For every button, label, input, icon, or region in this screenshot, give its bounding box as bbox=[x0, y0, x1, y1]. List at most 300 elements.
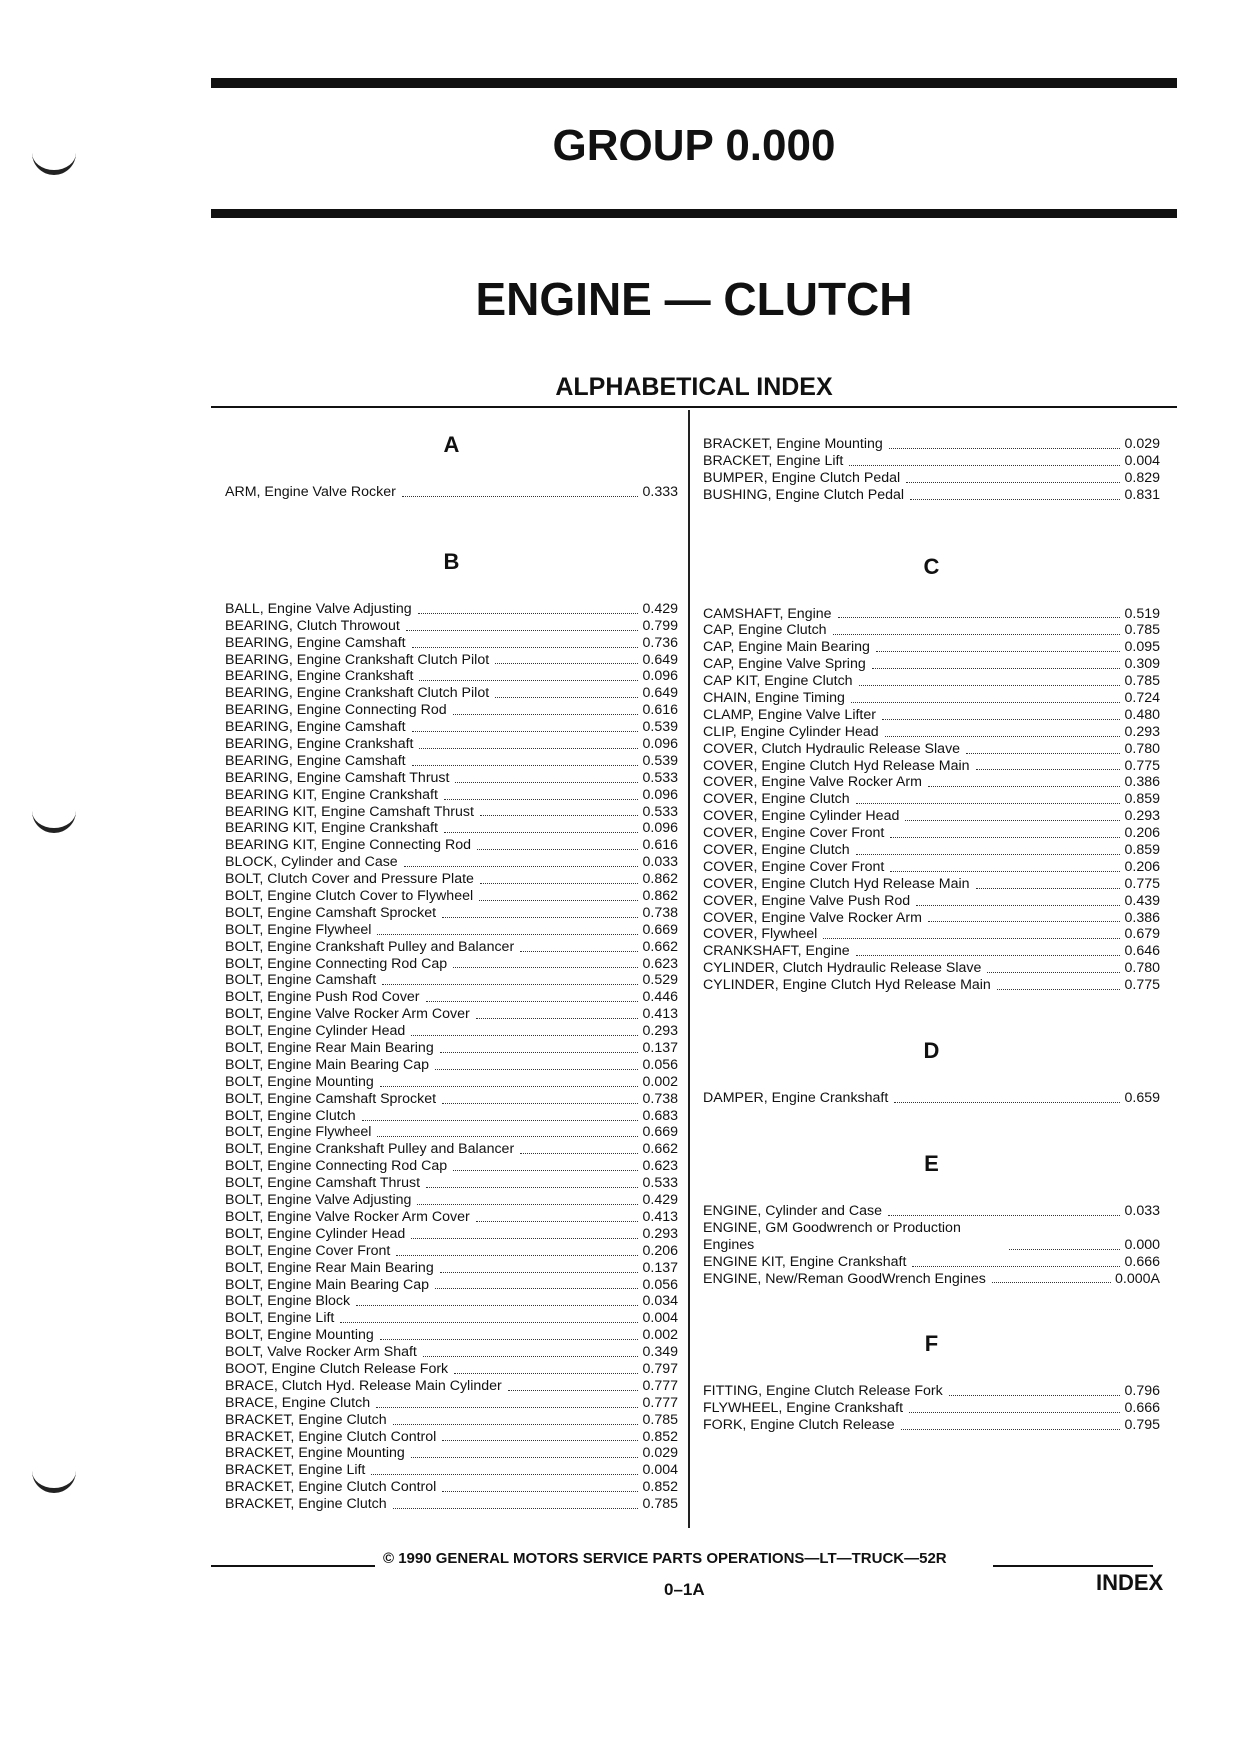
section-letter: A bbox=[443, 432, 460, 457]
index-entry bbox=[225, 1125, 678, 1142]
index-entry bbox=[225, 905, 678, 922]
index-entry bbox=[225, 484, 678, 501]
entry-ref-number: 0.679 bbox=[1124, 926, 1160, 943]
index-entry bbox=[703, 1090, 1160, 1107]
index-entry bbox=[703, 453, 1160, 470]
leader-dots bbox=[455, 782, 638, 783]
leader-dots bbox=[882, 719, 1121, 720]
entry-name: BRACKET, Engine Clutch Control bbox=[225, 1428, 437, 1445]
entry-ref-number: 0.095 bbox=[1124, 639, 1160, 656]
entry-name: ENGINE, New/Reman GoodWrench Engines bbox=[703, 1270, 986, 1287]
entry-name: BOLT, Valve Rocker Arm Shaft bbox=[225, 1344, 417, 1361]
leader-dots bbox=[1009, 1249, 1120, 1250]
index-entry bbox=[225, 1277, 678, 1294]
entry-ref-number: 0.724 bbox=[1124, 690, 1160, 706]
leader-dots bbox=[412, 765, 639, 766]
index-entry bbox=[703, 724, 1160, 741]
entry-name: BOLT, Engine Cylinder Head bbox=[225, 1023, 406, 1040]
top-rule bbox=[211, 78, 1177, 88]
footer-copyright: © 1990 GENERAL MOTORS SERVICE PARTS OPERATIONS—LT—TRUCK—52R bbox=[383, 1550, 947, 1567]
index-entry bbox=[225, 652, 678, 669]
index-entry bbox=[703, 622, 1160, 639]
leader-dots bbox=[435, 1288, 638, 1289]
leader-dots bbox=[476, 1018, 639, 1019]
index-entry bbox=[225, 1158, 678, 1175]
entry-name: BUSHING, Engine Clutch Pedal bbox=[703, 486, 905, 503]
entry-ref-number: 0.429 bbox=[642, 1192, 678, 1209]
leader-dots bbox=[377, 934, 638, 935]
index-entry bbox=[225, 837, 678, 854]
entry-ref-number: 0.349 bbox=[642, 1344, 678, 1361]
index-entry bbox=[225, 888, 678, 905]
index-section bbox=[225, 549, 678, 1513]
entry-ref-number: 0.662 bbox=[642, 938, 678, 955]
index-entry bbox=[225, 1057, 678, 1074]
leader-dots bbox=[987, 972, 1120, 973]
section-letter: C bbox=[923, 553, 940, 579]
entry-ref-number: 0.004 bbox=[642, 1462, 678, 1479]
leader-dots bbox=[912, 1266, 1120, 1267]
leader-dots bbox=[966, 753, 1120, 754]
entry-name: BOLT, Engine Connecting Rod Cap bbox=[225, 955, 448, 972]
index-entry bbox=[703, 1220, 1160, 1254]
index-entry bbox=[703, 690, 1160, 707]
leader-dots bbox=[901, 1429, 1121, 1430]
entry-name: BOLT, Engine Clutch bbox=[225, 1107, 356, 1124]
entry-name: FORK, Engine Clutch Release bbox=[703, 1417, 895, 1434]
entry-name: FLYWHEEL, Engine Crankshaft bbox=[703, 1400, 904, 1417]
leader-dots bbox=[906, 482, 1120, 483]
entry-name: BEARING, Engine Camshaft bbox=[225, 752, 406, 769]
index-entry bbox=[225, 1226, 678, 1243]
entry-name: COVER, Engine Cover Front bbox=[703, 858, 885, 875]
entry-ref-number: 0.533 bbox=[642, 769, 678, 786]
leader-dots bbox=[419, 680, 638, 681]
index-entry bbox=[225, 618, 678, 635]
leader-dots bbox=[872, 668, 1121, 669]
index-entry bbox=[703, 741, 1160, 758]
leader-dots bbox=[856, 803, 1121, 804]
leader-dots bbox=[393, 1508, 639, 1509]
entry-ref-number: 0.669 bbox=[642, 921, 678, 938]
entry-name: BOLT, Engine Valve Rocker Arm Cover bbox=[225, 1208, 470, 1225]
index-entry bbox=[703, 758, 1160, 775]
leader-dots bbox=[402, 496, 639, 497]
leader-dots bbox=[418, 613, 639, 614]
leader-dots bbox=[356, 1305, 638, 1306]
entry-name: COVER, Engine Clutch Hyd Release Main bbox=[703, 875, 970, 892]
section-letter: E bbox=[924, 1150, 939, 1176]
entry-ref-number: 0.004 bbox=[642, 1310, 678, 1327]
entry-name: BEARING KIT, Engine Camshaft Thrust bbox=[225, 803, 474, 820]
leader-dots bbox=[453, 1170, 638, 1171]
index-rule bbox=[211, 406, 1177, 408]
index-section bbox=[703, 554, 1160, 994]
entry-ref-number: 0.785 bbox=[642, 1496, 678, 1513]
leader-dots bbox=[435, 1069, 638, 1070]
leader-dots bbox=[928, 786, 1121, 787]
index-entry bbox=[225, 1260, 678, 1277]
index-entry bbox=[225, 1361, 678, 1378]
leader-dots bbox=[453, 714, 639, 715]
index-entry bbox=[225, 972, 678, 989]
index-entry bbox=[225, 1209, 678, 1226]
leader-dots bbox=[423, 1356, 639, 1357]
entry-ref-number: 0.775 bbox=[1124, 757, 1160, 774]
leader-dots bbox=[417, 1204, 638, 1205]
leader-dots bbox=[411, 1457, 639, 1458]
entry-ref-number: 0.796 bbox=[1124, 1383, 1160, 1400]
index-entry bbox=[703, 470, 1160, 487]
leader-dots bbox=[520, 951, 638, 952]
entry-name: BEARING, Engine Crankshaft bbox=[225, 668, 414, 685]
entry-name: COVER, Engine Valve Push Rod bbox=[703, 892, 911, 909]
leader-dots bbox=[520, 1153, 638, 1154]
entry-name: BOLT, Engine Mounting bbox=[225, 1073, 374, 1090]
entry-name: BOLT, Engine Crankshaft Pulley and Balancer bbox=[225, 1141, 515, 1158]
entry-ref-number: 0.029 bbox=[642, 1445, 678, 1462]
section-title: ENGINE — CLUTCH bbox=[475, 273, 913, 325]
index-entry bbox=[703, 1271, 1160, 1288]
entry-name: BRACKET, Engine Clutch bbox=[225, 1411, 387, 1428]
leader-dots bbox=[851, 702, 1121, 703]
entry-name: BOLT, Engine Cylinder Head bbox=[225, 1225, 406, 1242]
index-entry bbox=[703, 1254, 1160, 1271]
entry-ref-number: 0.777 bbox=[642, 1377, 678, 1394]
leader-dots bbox=[859, 685, 1121, 686]
index-entry bbox=[703, 926, 1160, 943]
index-entry bbox=[225, 1344, 678, 1361]
entry-name: BOLT, Engine Valve Rocker Arm Cover bbox=[225, 1006, 470, 1023]
index-entry bbox=[703, 842, 1160, 859]
entry-ref-number: 0.439 bbox=[1124, 892, 1160, 909]
index-entry bbox=[703, 859, 1160, 876]
index-section bbox=[703, 436, 1160, 504]
entry-ref-number: 0.386 bbox=[1124, 909, 1160, 926]
entry-name: DAMPER, Engine Crankshaft bbox=[703, 1090, 889, 1107]
leader-dots bbox=[440, 1052, 639, 1053]
leader-dots bbox=[495, 663, 638, 664]
index-entry bbox=[703, 707, 1160, 724]
entry-name: BRACE, Clutch Hyd. Release Main Cylinder bbox=[225, 1377, 502, 1394]
index-entry bbox=[225, 939, 678, 956]
leader-dots bbox=[442, 1491, 638, 1492]
entry-ref-number: 0.480 bbox=[1124, 706, 1160, 723]
left-index-column bbox=[225, 432, 678, 1513]
entry-name: BEARING, Engine Camshaft bbox=[225, 634, 406, 651]
group-rule bbox=[211, 209, 1177, 218]
index-entry bbox=[225, 1175, 678, 1192]
index-entry bbox=[225, 635, 678, 652]
binder-hole-mark bbox=[32, 806, 76, 833]
leader-dots bbox=[833, 634, 1121, 635]
entry-name: BEARING KIT, Engine Connecting Rod bbox=[225, 837, 472, 854]
entry-name: BOLT, Engine Crankshaft Pulley and Balancer bbox=[225, 938, 515, 955]
index-entry bbox=[225, 1429, 678, 1446]
leader-dots bbox=[876, 651, 1121, 652]
index-subtitle: ALPHABETICAL INDEX bbox=[555, 373, 833, 401]
entry-name: COVER, Engine Clutch bbox=[703, 791, 850, 808]
index-entry bbox=[703, 943, 1160, 960]
leader-dots bbox=[823, 938, 1120, 939]
entry-name: COVER, Engine Clutch bbox=[703, 842, 850, 859]
entry-name: BOLT, Engine Cover Front bbox=[225, 1242, 391, 1259]
index-entry bbox=[225, 753, 678, 770]
index-entry bbox=[703, 1400, 1160, 1417]
entry-ref-number: 0.033 bbox=[1124, 1202, 1160, 1219]
leader-dots bbox=[885, 736, 1121, 737]
entry-ref-number: 0.137 bbox=[642, 1259, 678, 1276]
index-entry bbox=[225, 1192, 678, 1209]
index-entry bbox=[225, 1496, 678, 1513]
index-entry bbox=[225, 1479, 678, 1496]
entry-name: BEARING, Engine Crankshaft bbox=[225, 736, 414, 752]
entry-ref-number: 0.309 bbox=[1124, 656, 1160, 673]
index-entry bbox=[703, 673, 1160, 690]
entry-name: CYLINDER, Engine Clutch Hyd Release Main bbox=[703, 977, 991, 994]
leader-dots bbox=[910, 499, 1120, 500]
entry-ref-number: 0.000A bbox=[1115, 1270, 1160, 1287]
index-section bbox=[703, 1331, 1160, 1434]
leader-dots bbox=[976, 769, 1121, 770]
index-section bbox=[225, 432, 678, 501]
entry-ref-number: 0.034 bbox=[642, 1293, 678, 1310]
entry-ref-number: 0.333 bbox=[642, 483, 678, 500]
entry-name: COVER, Flywheel bbox=[703, 926, 818, 943]
entry-name: BEARING, Engine Camshaft bbox=[225, 719, 406, 736]
index-entry bbox=[225, 1108, 678, 1125]
index-section bbox=[703, 1151, 1160, 1287]
entry-ref-number: 0.799 bbox=[642, 617, 678, 634]
leader-dots bbox=[856, 854, 1121, 855]
entry-name: COVER, Engine Valve Rocker Arm bbox=[703, 909, 922, 926]
index-section bbox=[703, 1038, 1160, 1107]
index-entry bbox=[225, 871, 678, 888]
entry-name: FITTING, Engine Clutch Release Fork bbox=[703, 1383, 943, 1400]
entry-ref-number: 0.669 bbox=[642, 1124, 678, 1141]
section-letter: B bbox=[443, 548, 460, 574]
leader-dots bbox=[949, 1395, 1121, 1396]
leader-dots bbox=[890, 871, 1120, 872]
entry-ref-number: 0.666 bbox=[1124, 1253, 1160, 1270]
entry-ref-number: 0.293 bbox=[642, 1225, 678, 1242]
index-entry bbox=[225, 1006, 678, 1023]
entry-ref-number: 0.033 bbox=[642, 854, 678, 871]
entry-ref-number: 0.662 bbox=[642, 1141, 678, 1158]
entry-ref-number: 0.446 bbox=[642, 989, 678, 1006]
entry-name: CRANKSHAFT, Engine bbox=[703, 943, 850, 960]
entry-name: BOLT, Engine Flywheel bbox=[225, 1124, 372, 1141]
index-entry bbox=[225, 820, 678, 837]
entry-ref-number: 0.859 bbox=[1124, 842, 1160, 859]
leader-dots bbox=[444, 832, 639, 833]
leader-dots bbox=[440, 1272, 639, 1273]
entry-ref-number: 0.649 bbox=[642, 685, 678, 702]
leader-dots bbox=[412, 647, 639, 648]
section-letter: F bbox=[924, 1331, 939, 1357]
entry-name: BEARING, Clutch Throwout bbox=[225, 617, 400, 634]
leader-dots bbox=[928, 921, 1121, 922]
entry-ref-number: 0.862 bbox=[642, 888, 678, 905]
entry-name: BEARING, Engine Crankshaft Clutch Pilot bbox=[225, 651, 490, 668]
leader-dots bbox=[454, 1373, 638, 1374]
entry-name: BOLT, Engine Main Bearing Cap bbox=[225, 1056, 429, 1073]
entry-name: BOLT, Engine Rear Main Bearing bbox=[225, 1040, 434, 1057]
index-entry bbox=[225, 736, 678, 753]
index-entry bbox=[225, 1023, 678, 1040]
leader-dots bbox=[476, 1221, 639, 1222]
entry-name: BOLT, Engine Main Bearing Cap bbox=[225, 1276, 429, 1293]
index-entry bbox=[225, 1412, 678, 1429]
entry-ref-number: 0.666 bbox=[1124, 1400, 1160, 1417]
index-entry bbox=[703, 774, 1160, 791]
leader-dots bbox=[905, 820, 1120, 821]
entry-ref-number: 0.002 bbox=[642, 1073, 678, 1090]
index-entry bbox=[703, 910, 1160, 927]
index-entry bbox=[703, 960, 1160, 977]
leader-dots bbox=[838, 617, 1121, 618]
entry-name: CAP, Engine Clutch bbox=[703, 622, 827, 639]
leader-dots bbox=[976, 888, 1121, 889]
entry-ref-number: 0.539 bbox=[642, 752, 678, 769]
index-entry bbox=[225, 1327, 678, 1344]
entry-ref-number: 0.533 bbox=[642, 803, 678, 820]
entry-ref-number: 0.852 bbox=[642, 1479, 678, 1496]
entry-ref-number: 0.623 bbox=[642, 1158, 678, 1175]
index-entry bbox=[225, 989, 678, 1006]
entry-name: BEARING, Engine Crankshaft Clutch Pilot bbox=[225, 685, 490, 702]
entry-name: BOLT, Engine Camshaft Thrust bbox=[225, 1175, 421, 1192]
entry-name: COVER, Engine Valve Rocker Arm bbox=[703, 774, 922, 791]
entry-ref-number: 0.029 bbox=[1124, 435, 1160, 452]
leader-dots bbox=[411, 1238, 638, 1239]
leader-dots bbox=[508, 1390, 639, 1391]
entry-ref-number: 0.829 bbox=[1124, 469, 1160, 486]
entry-ref-number: 0.096 bbox=[642, 820, 678, 837]
entry-ref-number: 0.386 bbox=[1124, 774, 1160, 791]
section-letter: D bbox=[923, 1038, 940, 1064]
index-entry bbox=[225, 601, 678, 618]
entry-ref-number: 0.206 bbox=[1124, 825, 1160, 842]
index-entry bbox=[225, 1243, 678, 1260]
leader-dots bbox=[406, 630, 639, 631]
index-entry bbox=[703, 977, 1160, 994]
entry-name: BOLT, Engine Flywheel bbox=[225, 921, 372, 938]
entry-name: BRACKET, Engine Clutch Control bbox=[225, 1479, 437, 1496]
leader-dots bbox=[393, 1424, 639, 1425]
index-entry bbox=[225, 1378, 678, 1395]
entry-ref-number: 0.646 bbox=[1124, 943, 1160, 960]
index-entry bbox=[225, 1445, 678, 1462]
entry-ref-number: 0.736 bbox=[642, 634, 678, 651]
entry-name: BOLT, Engine Camshaft Sprocket bbox=[225, 904, 437, 921]
leader-dots bbox=[890, 837, 1120, 838]
right-index-column bbox=[703, 436, 1160, 1434]
entry-ref-number: 0.206 bbox=[642, 1242, 678, 1259]
index-entry bbox=[703, 791, 1160, 808]
entry-ref-number: 0.659 bbox=[1124, 1090, 1160, 1107]
entry-ref-number: 0.293 bbox=[1124, 808, 1160, 825]
leader-dots bbox=[380, 1339, 639, 1340]
entry-ref-number: 0.738 bbox=[642, 1090, 678, 1107]
entry-name: BRACKET, Engine Clutch bbox=[225, 1496, 387, 1513]
entry-name: CLAMP, Engine Valve Lifter bbox=[703, 706, 876, 723]
entry-ref-number: 0.623 bbox=[642, 955, 678, 972]
entry-name: CAP, Engine Valve Spring bbox=[703, 656, 866, 673]
entry-name: BOLT, Engine Camshaft Sprocket bbox=[225, 1090, 437, 1107]
entry-name: BOLT, Engine Mounting bbox=[225, 1327, 374, 1344]
index-entry bbox=[225, 719, 678, 736]
entry-ref-number: 0.413 bbox=[642, 1006, 678, 1023]
index-entry bbox=[703, 808, 1160, 825]
entry-name: ENGINE, GM Goodwrench or Production Engines bbox=[703, 1219, 961, 1253]
entry-name: BOLT, Engine Block bbox=[225, 1293, 351, 1310]
leader-dots bbox=[442, 917, 638, 918]
index-entry bbox=[225, 668, 678, 685]
index-entry bbox=[225, 922, 678, 939]
entry-ref-number: 0.293 bbox=[642, 1023, 678, 1040]
index-entry bbox=[225, 1395, 678, 1412]
leader-dots bbox=[371, 1474, 638, 1475]
leader-dots bbox=[404, 866, 639, 867]
entry-name: BEARING, Engine Connecting Rod bbox=[225, 702, 447, 719]
column-divider bbox=[688, 410, 690, 1528]
index-label: INDEX bbox=[1096, 1570, 1164, 1595]
entry-name: BRACKET, Engine Lift bbox=[703, 452, 844, 469]
leader-dots bbox=[495, 697, 638, 698]
entry-name: CYLINDER, Clutch Hydraulic Release Slave bbox=[703, 960, 982, 977]
entry-name: COVER, Clutch Hydraulic Release Slave bbox=[703, 740, 961, 757]
entry-name: BEARING, Engine Camshaft Thrust bbox=[225, 769, 450, 786]
entry-ref-number: 0.096 bbox=[642, 736, 678, 752]
binder-hole-mark bbox=[32, 1466, 76, 1493]
leader-dots bbox=[411, 1035, 638, 1036]
entry-ref-number: 0.056 bbox=[642, 1276, 678, 1293]
index-entry bbox=[703, 639, 1160, 656]
entry-ref-number: 0.206 bbox=[1124, 858, 1160, 875]
entry-ref-number: 0.785 bbox=[1124, 622, 1160, 639]
entry-ref-number: 0.137 bbox=[642, 1040, 678, 1057]
leader-dots bbox=[376, 1407, 638, 1408]
entry-name: BEARING KIT, Engine Crankshaft bbox=[225, 820, 438, 837]
index-entry bbox=[703, 606, 1160, 623]
entry-ref-number: 0.738 bbox=[642, 904, 678, 921]
index-entry bbox=[225, 685, 678, 702]
index-entry bbox=[703, 487, 1160, 504]
entry-ref-number: 0.797 bbox=[642, 1360, 678, 1377]
entry-ref-number: 0.775 bbox=[1124, 875, 1160, 892]
entry-ref-number: 0.862 bbox=[642, 871, 678, 888]
entry-ref-number: 0.831 bbox=[1124, 486, 1160, 503]
entry-name: CAP KIT, Engine Clutch bbox=[703, 673, 853, 690]
entry-name: BOLT, Engine Push Rod Cover bbox=[225, 989, 420, 1006]
entry-ref-number: 0.004 bbox=[1124, 452, 1160, 469]
leader-dots bbox=[477, 849, 638, 850]
entry-ref-number: 0.852 bbox=[642, 1428, 678, 1445]
index-entry bbox=[225, 956, 678, 973]
index-entry bbox=[703, 825, 1160, 842]
index-entry bbox=[225, 1141, 678, 1158]
leader-dots bbox=[453, 967, 638, 968]
index-entry bbox=[703, 1383, 1160, 1400]
entry-ref-number: 0.780 bbox=[1124, 960, 1160, 977]
entry-ref-number: 0.785 bbox=[1124, 673, 1160, 690]
entry-ref-number: 0.293 bbox=[1124, 723, 1160, 740]
entry-name: BALL, Engine Valve Adjusting bbox=[225, 600, 412, 617]
entry-ref-number: 0.096 bbox=[642, 786, 678, 803]
leader-dots bbox=[380, 1086, 639, 1087]
index-entry bbox=[225, 1040, 678, 1057]
